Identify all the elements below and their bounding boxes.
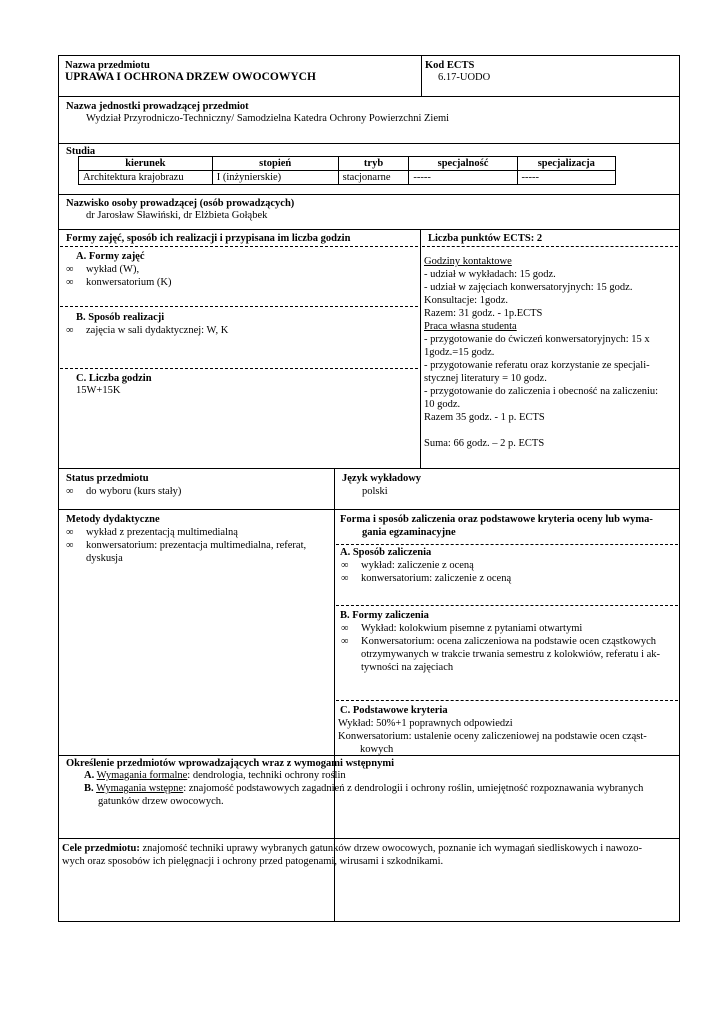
bullet-icon: ∞ [341,573,349,584]
ects-code-label: Kod ECTS [425,60,475,71]
list-item [66,324,406,337]
status-label: Status przedmiotu [66,473,149,484]
assessment-header-line: gania egzaminacyjne [362,527,456,538]
language-label: Język wykładowy [342,473,422,484]
assessment-b-item [361,635,660,674]
self-study-line: - przygotowanie do ćwiczeń konwersatoryjnych: 15 x [424,334,650,345]
self-study-line: - przygotowanie referatu oraz korzystanie ze specjali- [424,360,650,371]
list-item [66,539,330,552]
methods-item-cont: dyskusja [86,553,123,564]
list-item [66,263,406,276]
forms-a-title: A. Formy zajęć [76,251,145,262]
assessment-c-line: kowych [360,744,394,755]
study-table [78,156,616,185]
assessment-c-title: C. Podstawowe kryteria [340,705,448,716]
forms-b-item: zajęcia w sali dydaktycznej: W, K [86,325,229,336]
study-cell-tryb: stacjonarne [338,171,409,185]
requirement-b [84,782,678,795]
bullet-icon: ∞ [66,540,74,551]
forms-header: Formy zajęć, sposób ich realizacji i przypisana im liczba godzin [66,233,351,244]
self-study-line: 10 godz. [424,399,461,410]
forms-b-list [66,324,406,337]
unit-value: Wydział Przyrodniczo-Techniczny/ Samodzielna Katedra Ochrony Powierzchni Ziemi [86,113,450,124]
subject-name-label: Nazwa przedmiotu [65,60,150,71]
study-col-specjalizacja: specjalizacja [517,157,615,171]
requirement-b-prefix: B. [84,783,94,794]
assessment-b-line: otrzymywanych w trakcie trwania semestru z kolokwiów, referatu i ak- [361,649,661,660]
study-col-kierunek: kierunek [79,157,213,171]
forms-a-item: wykład (W), [86,264,140,275]
status-item: do wyboru (kurs stały) [86,486,182,497]
bullet-icon: ∞ [341,636,349,647]
ects-details [424,255,678,450]
methods-item: wykład z prezentacją multimedialną [86,527,238,538]
requirements-header: Określenie przedmiotów wprowadzających wraz z wymogami wstępnymi [66,758,394,769]
study-cell-specjalnosc: ----- [409,171,517,185]
contact-hours-line: Konsultacje: 1godz. [424,295,508,306]
assessment-b-item: Wykład: kolokwium pisemne z pytaniami otwartymi [361,623,583,634]
bullet-icon: ∞ [66,527,74,538]
language-value: polski [362,486,388,497]
bullet-icon: ∞ [66,325,74,336]
subject-name-value: UPRAWA I OCHRONA DRZEW OWOCOWYCH [65,71,316,83]
list-item [66,276,406,289]
assessment-header [340,513,676,539]
methods-item: konwersatorium: prezentacja multimedialna, referat, [86,540,307,551]
bullet-icon: ∞ [341,623,349,634]
study-table-row [79,171,616,185]
status-list [66,485,326,498]
study-label: Studia [66,146,96,157]
requirement-a [84,769,678,782]
self-study-label: Praca własna studenta [424,321,517,332]
bullet-icon: ∞ [66,486,74,497]
study-col-specjalnosc: specjalność [409,157,517,171]
study-cell-stopien: I (inżynierskie) [212,171,338,185]
self-study-line: Razem 35 godz. - 1 p. ECTS [424,412,545,423]
assessment-a-list [341,559,675,585]
list-item [66,485,326,498]
study-cell-kierunek: Architektura krajobrazu [79,171,213,185]
bullet-icon: ∞ [66,264,74,275]
assessment-b-line: tywności na zajęciach [361,662,454,673]
objectives-text-cont: wych oraz sposobów ich pielęgnacji i ochrony przed patogenami, wirusami i szkodnikami. [62,856,444,867]
unit-label: Nazwa jednostki prowadzącej przedmiot [66,101,249,112]
requirement-a-text: : dendrologia, techniki ochrony roślin [187,770,346,781]
assessment-header-line: Forma i sposób zaliczenia oraz podstawowe kryteria oceny lub wyma- [340,514,653,525]
list-item [341,559,675,572]
objectives [62,842,676,868]
self-study-line: - przygotowanie do zaliczenia i obecność na zaliczeniu: [424,386,659,397]
list-item [66,526,330,539]
subject-name-cell [58,55,422,97]
forms-a-list [66,263,406,289]
study-cell-specjalizacja: ----- [517,171,615,185]
contact-hours-line: - udział w zajęciach konwersatoryjnych: 15 godz. [424,282,633,293]
bullet-icon: ∞ [341,560,349,571]
requirement-b-label: Wymagania wstępne [96,783,184,794]
assessment-a-item: wykład: zaliczenie z oceną [361,560,474,571]
list-item [341,622,677,635]
forms-c-title: C. Liczba godzin [76,373,152,384]
assessment-b-list [341,622,677,674]
forms-a-item: konwersatorium (K) [86,277,172,288]
assessment-a-item: konwersatorium: zaliczenie z oceną [361,573,512,584]
forms-c-value: 15W+15K [76,385,121,396]
methods-label: Metody dydaktyczne [66,514,160,525]
lecturer-label: Nazwisko osoby prowadzącej (osób prowadzących) [66,198,295,209]
list-item [341,572,675,585]
self-study-line: stycznej literatury = 10 godz. [424,373,547,384]
ects-code-cell [421,55,680,97]
list-item [341,635,677,674]
self-study-line: 1godz.=15 godz. [424,347,495,358]
contact-hours-line: Razem: 31 godz. - 1p.ECTS [424,308,543,319]
assessment-b-title: B. Formy zaliczenia [340,610,429,621]
ects-points-header: Liczba punktów ECTS: 2 [428,233,543,244]
objectives-label: Cele przedmiotu: [62,843,140,854]
ects-sum: Suma: 66 godz. – 2 p. ECTS [424,438,545,449]
ects-code-value: 6.17-UODO [438,72,491,83]
assessment-a-title: A. Sposób zaliczenia [340,547,432,558]
lecturer-value: dr Jarosław Sławiński, dr Elżbieta Gołąbek [86,210,268,221]
methods-list [66,526,330,565]
requirement-a-prefix: A. [84,770,95,781]
contact-hours-label: Godziny kontaktowe [424,256,512,267]
study-table-header [79,157,616,171]
assessment-b-line: Konwersatorium: ocena zaliczeniowa na podstawie ocen cząstkowych [361,636,657,647]
requirements-list [84,769,678,808]
contact-hours-line: - udział w wykładach: 15 godz. [424,269,556,280]
assessment-c-line: Konwersatorium: ustalenie oceny zaliczeniowej na podstawie ocen cząst- [338,731,647,742]
assessment-c-line: Wykład: 50%+1 poprawnych odpowiedzi [338,718,513,729]
assessment-c-text [338,717,676,756]
requirement-b-text: : znajomość podstawowych zagadnień z dendrologii i ochrony roślin, umiejętność rozpoznawania wybranych [183,783,644,794]
study-col-tryb: tryb [338,157,409,171]
objectives-text: znajomość techniki uprawy wybranych gatunków drzew owocowych, poznanie ich wymagań siedliskowych i nawozo- [139,843,642,854]
requirement-b-cont: gatunków drzew owocowych. [98,796,224,807]
requirement-a-label: Wymagania formalne [96,770,188,781]
bullet-icon: ∞ [66,277,74,288]
forms-b-title: B. Sposób realizacji [76,312,165,323]
study-col-stopien: stopień [212,157,338,171]
